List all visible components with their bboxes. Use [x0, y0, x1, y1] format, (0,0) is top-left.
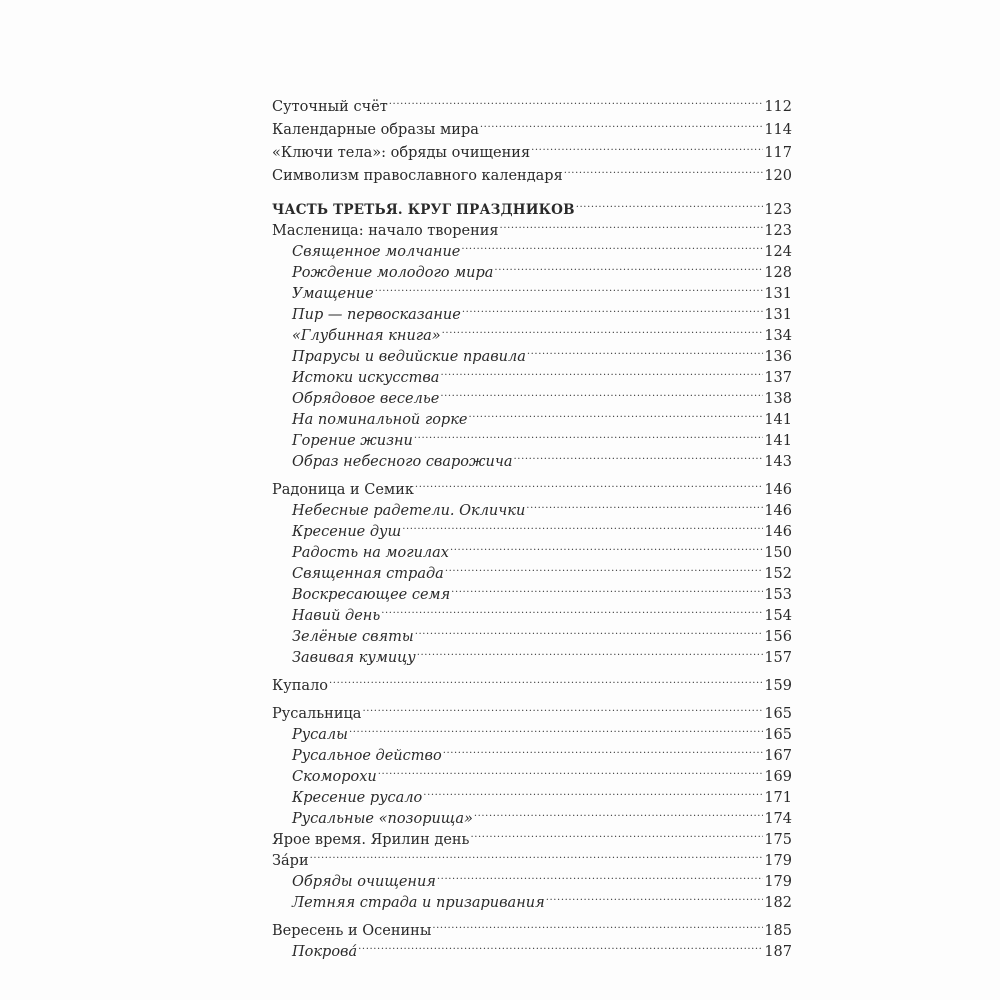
toc-entry[interactable]: [272, 697, 792, 722]
dot-leader: [461, 235, 763, 256]
toc-subentry[interactable]: [272, 620, 792, 645]
toc-subentry[interactable]: [272, 935, 792, 960]
dot-leader: [389, 90, 764, 111]
dot-leader: [531, 136, 763, 157]
toc-entry-title: Суточный счёт: [272, 99, 388, 115]
toc-entry[interactable]: [272, 90, 792, 115]
toc-part-heading[interactable]: [272, 193, 792, 218]
toc-entry-title: Горение жизни: [292, 433, 413, 449]
toc-entry-page: 123: [764, 223, 792, 239]
dot-leader: [474, 802, 763, 823]
toc-entry-title: Воскресающее семя: [292, 587, 451, 603]
toc-entry-page: 134: [764, 328, 792, 344]
toc-subentry[interactable]: [272, 578, 792, 603]
toc-entry-title: На поминальной горке: [292, 412, 468, 428]
dot-leader: [480, 113, 763, 134]
toc-entry-page: 112: [764, 99, 792, 115]
toc-entry-title: Образ небесного сварожича: [292, 454, 513, 470]
toc-entry-title: Священное молчание: [292, 244, 461, 260]
dot-leader: [329, 669, 763, 690]
toc-entry[interactable]: [272, 669, 792, 694]
dot-leader: [468, 403, 763, 424]
toc-entry-title: Прарусы и ведийские правила: [292, 349, 526, 365]
toc-entry-page: 146: [764, 482, 792, 498]
toc-entry[interactable]: [272, 113, 792, 138]
toc-entry-page: 165: [764, 727, 792, 743]
dot-leader: [415, 620, 764, 641]
toc-entry-page: 128: [764, 265, 792, 281]
toc-entry-title: «Ключи тела»: обряды очищения: [272, 145, 531, 161]
toc-entry-title: Скоморохи: [292, 769, 377, 785]
toc-subentry[interactable]: [272, 760, 792, 785]
toc-entry-page: 171: [764, 790, 792, 806]
toc-entry-title: Завивая кумицу: [292, 650, 416, 666]
dot-leader: [500, 214, 764, 235]
toc-entry-page: 159: [764, 678, 792, 694]
toc-subentry[interactable]: [272, 599, 792, 624]
toc-entry-page: 152: [764, 566, 792, 582]
toc-entry-title: Пир — первосказание: [292, 307, 461, 323]
toc-entry-title: Небесные радетели. Оклички: [292, 503, 526, 519]
toc-entry-page: 114: [764, 122, 792, 138]
toc-entry-page: 179: [764, 853, 792, 869]
dot-leader: [432, 914, 763, 935]
dot-leader: [414, 424, 763, 445]
toc-subentry[interactable]: [272, 256, 792, 281]
dot-leader: [564, 159, 764, 180]
toc-entry-title: Радоница и Семик: [272, 482, 414, 498]
toc-entry-title: Истоки искусства: [292, 370, 440, 386]
dot-leader: [443, 739, 764, 760]
toc-entry-title: Навий день: [292, 608, 381, 624]
toc-subentry[interactable]: [272, 361, 792, 386]
toc-entry[interactable]: [272, 473, 792, 498]
toc-entry-page: 157: [764, 650, 792, 666]
toc-entry-page: 165: [764, 706, 792, 722]
toc-subentry[interactable]: [272, 235, 792, 260]
toc-entry[interactable]: [272, 159, 792, 184]
toc-entry-page: 124: [764, 244, 792, 260]
toc-entry-title: Обрядовое веселье: [292, 391, 440, 407]
toc-entry-title: Купало: [272, 678, 329, 694]
table-of-contents: [272, 90, 792, 960]
dot-leader: [358, 935, 763, 956]
toc-entry-title: Священная страда: [292, 566, 444, 582]
toc-entry-page: 123: [764, 202, 792, 218]
toc-subentry[interactable]: [272, 277, 792, 302]
dot-leader: [402, 515, 763, 536]
toc-entry-title: Летняя страда и призаривания: [292, 895, 545, 911]
toc-entry-page: 136: [764, 349, 792, 365]
dot-leader: [349, 718, 763, 739]
toc-subentry[interactable]: [272, 298, 792, 323]
toc-subentry[interactable]: [272, 424, 792, 449]
dot-leader: [470, 823, 763, 844]
toc-entry-title: Кресение душ: [292, 524, 402, 540]
dot-leader: [451, 578, 763, 599]
dot-leader: [375, 277, 764, 298]
toc-entry-title: Обряды очищения: [292, 874, 436, 890]
dot-leader: [546, 886, 764, 907]
toc-entry-page: 167: [764, 748, 792, 764]
toc-subentry[interactable]: [272, 802, 792, 827]
toc-entry[interactable]: [272, 823, 792, 848]
dot-leader: [494, 256, 763, 277]
toc-subentry[interactable]: [272, 557, 792, 582]
dot-leader: [381, 599, 763, 620]
toc-entry[interactable]: [272, 136, 792, 161]
dot-leader: [378, 760, 764, 781]
toc-entry-page: 185: [764, 923, 792, 939]
toc-entry-page: 153: [764, 587, 792, 603]
toc-entry-page: 174: [764, 811, 792, 827]
toc-subentry[interactable]: [272, 865, 792, 890]
toc-entry-page: 117: [764, 145, 792, 161]
dot-leader: [576, 193, 764, 214]
dot-leader: [442, 319, 764, 340]
dot-leader: [514, 445, 764, 466]
toc-entry-page: 182: [764, 895, 792, 911]
toc-entry-title: Радость на могилах: [292, 545, 449, 561]
toc-entry-title: За́ри: [272, 853, 309, 869]
toc-entry-page: 154: [764, 608, 792, 624]
dot-leader: [526, 494, 763, 515]
dot-leader: [417, 641, 764, 662]
toc-entry-title: Вересень и Осенины: [272, 923, 432, 939]
toc-entry-title: Кресение русало: [292, 790, 423, 806]
dot-leader: [450, 536, 763, 557]
dot-leader: [437, 865, 763, 886]
toc-entry-title: Календарные образы мира: [272, 122, 479, 138]
toc-entry-page: 138: [764, 391, 792, 407]
dot-leader: [445, 557, 763, 578]
dot-leader: [362, 697, 763, 718]
toc-entry-page: 179: [764, 874, 792, 890]
toc-entry[interactable]: [272, 914, 792, 939]
toc-entry-title: Покрова́: [292, 944, 358, 960]
toc-entry-page: 175: [764, 832, 792, 848]
toc-entry-title: Русальные «позорища»: [292, 811, 473, 827]
toc-subentry[interactable]: [272, 494, 792, 519]
toc-entry-page: 137: [764, 370, 792, 386]
toc-subentry[interactable]: [272, 641, 792, 666]
toc-entry-page: 169: [764, 769, 792, 785]
toc-entry-page: 156: [764, 629, 792, 645]
toc-entry-page: 143: [764, 454, 792, 470]
toc-subentry[interactable]: [272, 718, 792, 743]
toc-entry-page: 131: [764, 286, 792, 302]
toc-entry-page: 146: [764, 503, 792, 519]
toc-entry-page: 141: [764, 433, 792, 449]
toc-subentry[interactable]: [272, 403, 792, 428]
toc-subentry[interactable]: [272, 739, 792, 764]
toc-entry-title: Рождение молодого мира: [292, 265, 494, 281]
toc-subentry[interactable]: [272, 445, 792, 470]
toc-entry-title: Русальница: [272, 706, 362, 722]
toc-subentry[interactable]: [272, 319, 792, 344]
toc-entry-title: Масленица: начало творения: [272, 223, 499, 239]
toc-entry-title: Русалы: [292, 727, 348, 743]
toc-subentry[interactable]: [272, 340, 792, 365]
toc-entry-page: 141: [764, 412, 792, 428]
toc-entry-title: ЧАСТЬ ТРЕТЬЯ. КРУГ ПРАЗДНИКОВ: [272, 202, 575, 218]
toc-entry-title: Символизм православного календаря: [272, 168, 563, 184]
toc-entry-title: Ярое время. Ярилин день: [272, 832, 470, 848]
dot-leader: [462, 298, 764, 319]
dot-leader: [527, 340, 763, 361]
toc-entry-title: Умащение: [292, 286, 374, 302]
dot-leader: [423, 781, 763, 802]
toc-subentry[interactable]: [272, 886, 792, 911]
dot-leader: [440, 382, 763, 403]
toc-subentry[interactable]: [272, 781, 792, 806]
dot-leader: [310, 844, 764, 865]
toc-entry-page: 150: [764, 545, 792, 561]
toc-subentry[interactable]: [272, 536, 792, 561]
dot-leader: [440, 361, 763, 382]
toc-entry[interactable]: [272, 214, 792, 239]
toc-entry-title: Зелёные святы: [292, 629, 414, 645]
dot-leader: [415, 473, 763, 494]
toc-entry-title: Русальное действо: [292, 748, 442, 764]
toc-entry-page: 146: [764, 524, 792, 540]
toc-entry-page: 120: [764, 168, 792, 184]
toc-entry-title: «Глубинная книга»: [292, 328, 441, 344]
toc-subentry[interactable]: [272, 382, 792, 407]
toc-entry-page: 187: [764, 944, 792, 960]
toc-entry[interactable]: [272, 844, 792, 869]
toc-entry-page: 131: [764, 307, 792, 323]
toc-subentry[interactable]: [272, 515, 792, 540]
